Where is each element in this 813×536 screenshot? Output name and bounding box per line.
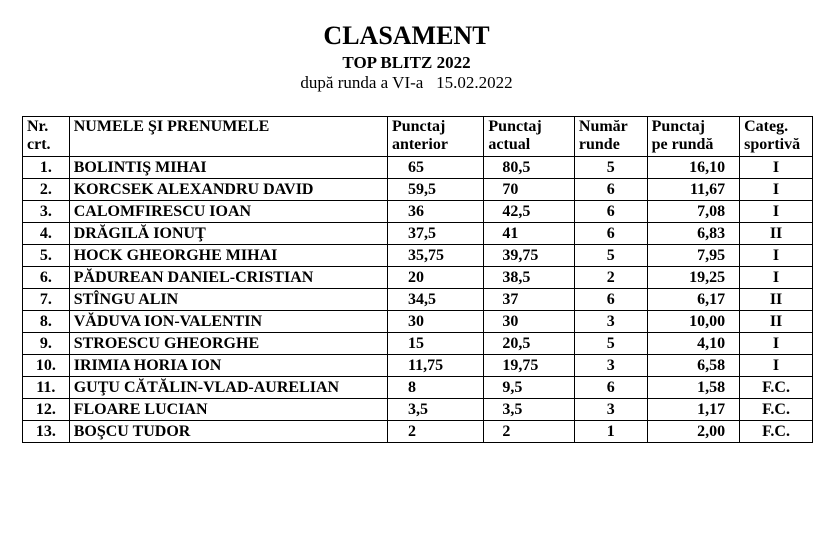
cell-points-per-round: 10,00 [647, 311, 739, 333]
cell-category: I [740, 267, 813, 289]
cell-rank: 13. [23, 421, 70, 443]
cell-name: STROESCU GHEORGHE [69, 333, 387, 355]
cell-previous-score: 30 [387, 311, 483, 333]
cell-name: GUŢU CĂTĂLIN-VLAD-AURELIAN [69, 377, 387, 399]
cell-previous-score: 20 [387, 267, 483, 289]
cell-name: VĂDUVA ION-VALENTIN [69, 311, 387, 333]
table-row [23, 377, 813, 399]
cell-rounds: 6 [574, 201, 647, 223]
cell-rank: 11. [23, 377, 70, 399]
cell-category: F.C. [740, 421, 813, 443]
cell-category: I [740, 179, 813, 201]
cell-current-score: 19,75 [484, 355, 575, 377]
cell-category: F.C. [740, 377, 813, 399]
cell-previous-score: 34,5 [387, 289, 483, 311]
cell-rank: 2. [23, 179, 70, 201]
page-subtitle: TOP BLITZ 2022 [342, 53, 471, 72]
cell-previous-score: 3,5 [387, 399, 483, 421]
column-header-previous-score: Punctaj anterior [387, 117, 483, 157]
cell-name: BOLINTIŞ MIHAI [69, 157, 387, 179]
cell-points-per-round: 6,17 [647, 289, 739, 311]
standings-table [22, 116, 813, 443]
cell-name: IRIMIA HORIA ION [69, 355, 387, 377]
cell-previous-score: 11,75 [387, 355, 483, 377]
cell-name: HOCK GHEORGHE MIHAI [69, 245, 387, 267]
cell-current-score: 39,75 [484, 245, 575, 267]
table-row [23, 355, 813, 377]
cell-rank: 4. [23, 223, 70, 245]
column-header-current-score: Punctaj actual [484, 117, 575, 157]
round-text: după runda a VI-a [300, 73, 424, 92]
cell-rounds: 3 [574, 311, 647, 333]
cell-previous-score: 59,5 [387, 179, 483, 201]
cell-category: I [740, 201, 813, 223]
cell-rounds: 5 [574, 245, 647, 267]
table-row [23, 267, 813, 289]
cell-rank: 10. [23, 355, 70, 377]
cell-rank: 3. [23, 201, 70, 223]
cell-name: FLOARE LUCIAN [69, 399, 387, 421]
cell-rank: 5. [23, 245, 70, 267]
table-row [23, 399, 813, 421]
cell-rounds: 3 [574, 399, 647, 421]
column-header-category: Categ. sportivă [740, 117, 813, 157]
cell-rounds: 6 [574, 179, 647, 201]
cell-previous-score: 36 [387, 201, 483, 223]
cell-current-score: 3,5 [484, 399, 575, 421]
cell-points-per-round: 7,08 [647, 201, 739, 223]
cell-rounds: 6 [574, 223, 647, 245]
cell-rank: 6. [23, 267, 70, 289]
cell-points-per-round: 6,83 [647, 223, 739, 245]
cell-previous-score: 2 [387, 421, 483, 443]
cell-name: PĂDUREAN DANIEL-CRISTIAN [69, 267, 387, 289]
page-title: CLASAMENT [323, 21, 490, 50]
cell-rounds: 1 [574, 421, 647, 443]
cell-current-score: 2 [484, 421, 575, 443]
column-header-points-per-round: Punctaj pe rundă [647, 117, 739, 157]
cell-category: II [740, 289, 813, 311]
table-row [23, 201, 813, 223]
round-date-line [0, 73, 813, 93]
cell-rank: 8. [23, 311, 70, 333]
cell-rounds: 5 [574, 157, 647, 179]
cell-rank: 12. [23, 399, 70, 421]
column-header-name: NUMELE ŞI PRENUMELE [69, 117, 387, 157]
cell-current-score: 80,5 [484, 157, 575, 179]
cell-rank: 7. [23, 289, 70, 311]
cell-name: STÎNGU ALIN [69, 289, 387, 311]
cell-points-per-round: 19,25 [647, 267, 739, 289]
cell-name: DRĂGILĂ IONUŢ [69, 223, 387, 245]
cell-current-score: 20,5 [484, 333, 575, 355]
cell-points-per-round: 1,17 [647, 399, 739, 421]
cell-name: KORCSEK ALEXANDRU DAVID [69, 179, 387, 201]
table-row [23, 421, 813, 443]
table-row [23, 157, 813, 179]
cell-category: I [740, 157, 813, 179]
cell-points-per-round: 7,95 [647, 245, 739, 267]
cell-rounds: 2 [574, 267, 647, 289]
cell-current-score: 9,5 [484, 377, 575, 399]
cell-points-per-round: 4,10 [647, 333, 739, 355]
cell-category: I [740, 355, 813, 377]
column-header-nr: Nr. crt. [23, 117, 70, 157]
cell-current-score: 37 [484, 289, 575, 311]
cell-name: BOŞCU TUDOR [69, 421, 387, 443]
cell-points-per-round: 6,58 [647, 355, 739, 377]
cell-previous-score: 8 [387, 377, 483, 399]
cell-previous-score: 65 [387, 157, 483, 179]
cell-rank: 1. [23, 157, 70, 179]
cell-points-per-round: 2,00 [647, 421, 739, 443]
cell-rounds: 3 [574, 355, 647, 377]
table-row [23, 179, 813, 201]
table-row [23, 333, 813, 355]
table-row [23, 245, 813, 267]
table-row [23, 289, 813, 311]
cell-current-score: 70 [484, 179, 575, 201]
cell-category: I [740, 245, 813, 267]
table-row [23, 223, 813, 245]
column-header-rounds: Număr runde [574, 117, 647, 157]
table-row [23, 311, 813, 333]
cell-rounds: 5 [574, 333, 647, 355]
cell-previous-score: 37,5 [387, 223, 483, 245]
cell-name: CALOMFIRESCU IOAN [69, 201, 387, 223]
cell-rounds: 6 [574, 289, 647, 311]
cell-points-per-round: 11,67 [647, 179, 739, 201]
cell-previous-score: 35,75 [387, 245, 483, 267]
cell-points-per-round: 1,58 [647, 377, 739, 399]
cell-current-score: 42,5 [484, 201, 575, 223]
cell-rounds: 6 [574, 377, 647, 399]
cell-category: II [740, 311, 813, 333]
cell-category: F.C. [740, 399, 813, 421]
cell-current-score: 38,5 [484, 267, 575, 289]
cell-points-per-round: 16,10 [647, 157, 739, 179]
cell-current-score: 30 [484, 311, 575, 333]
standings-date: 15.02.2022 [436, 73, 513, 92]
cell-current-score: 41 [484, 223, 575, 245]
cell-category: II [740, 223, 813, 245]
table-header-row [23, 117, 813, 157]
cell-rank: 9. [23, 333, 70, 355]
cell-previous-score: 15 [387, 333, 483, 355]
cell-category: I [740, 333, 813, 355]
